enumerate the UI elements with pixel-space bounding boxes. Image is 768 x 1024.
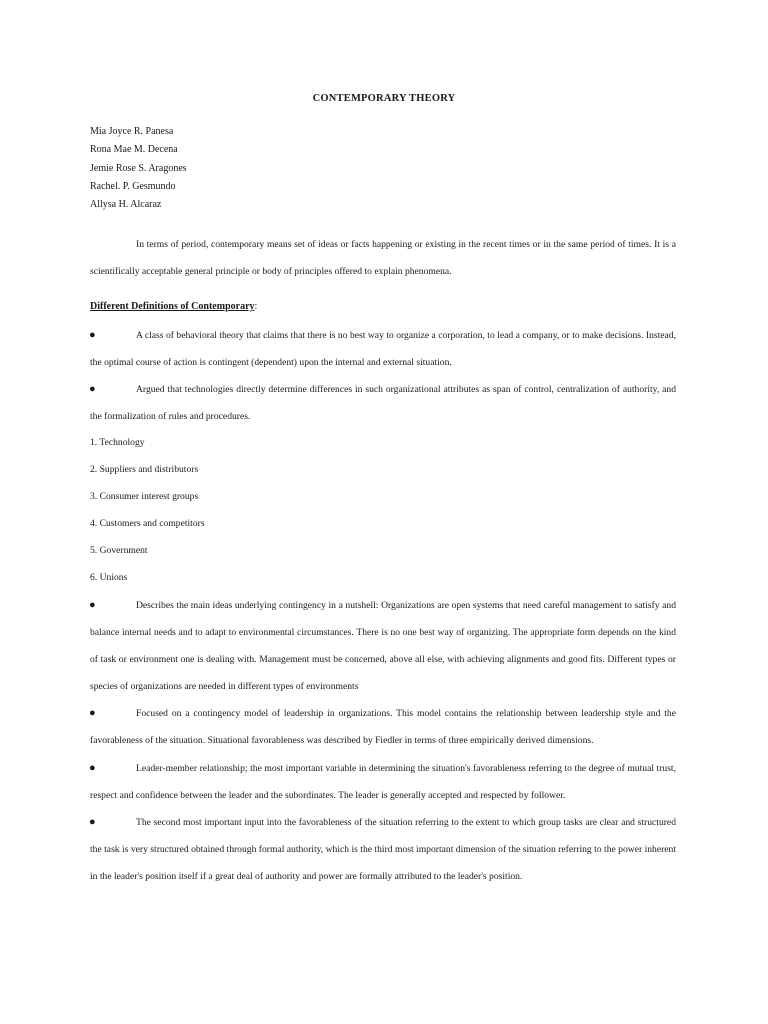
bullet-icon: ● [89, 816, 96, 828]
bullet-text: Describes the main ideas underlying contingency in a nutshell: Organizations are open systems that need careful management to satisfy and balance internal needs and to adapt to environmental circumstances. There is no one best way of organizing. The appropriate form depends on the kind of task or environment one is dealing with. Management must be concerned, above all else, with achieving alignments and good fits. Different types or species of organizations are needed in different types of environments [90, 600, 676, 692]
bullet-icon: ● [89, 707, 96, 719]
author-list [90, 123, 187, 214]
definitions-heading [90, 293, 257, 320]
document-title: CONTEMPORARY THEORY [312, 93, 456, 104]
bullet-item [90, 322, 676, 376]
author-name: Rachel. P. Gesmundo [90, 180, 176, 192]
bullet-item [90, 700, 676, 754]
bullet-text: Argued that technologies directly determine differences in such organizational attributes as span of control, centralization of authority, and the formalization of rules and procedures. [90, 384, 676, 422]
bullet-text: A class of behavioral theory that claims that there is no best way to organize a corporation, to lead a company, or to make decisions. Instead, the optimal course of action is contingent (dependent) upon the internal and external situation. [90, 330, 676, 368]
bullet-item [90, 592, 676, 700]
bullet-text: Focused on a contingency model of leadership in organizations. This model contains the relationship between leadership style and the favorableness of the situation. Situational favorableness was described by Fiedler in terms of three empirically derived dimensions. [90, 708, 676, 746]
definitions-heading-colon: : [254, 301, 258, 312]
bullet-text: The second most important input into the favorableness of the situation referring to the extent to which group tasks are clear and structured the task is very structured obtained through formal authority, which is the third most important dimension of the situation referring to the power inherent in the leader's position itself if a great deal of authority and power are formally attributed to the leader's position. [90, 817, 676, 882]
bullet-icon: ● [89, 383, 96, 395]
list-item: 1. Technology [90, 437, 145, 448]
list-item: 5. Government [90, 544, 148, 556]
list-item: 3. Consumer interest groups [90, 490, 199, 502]
author-name: Allysa H. Alcaraz [90, 199, 162, 211]
bullet-icon: ● [89, 599, 96, 611]
bullet-item [90, 755, 676, 809]
author-name: Jemie Rose S. Aragones [90, 162, 187, 174]
author-name: Mia Joyce R. Panesa [90, 126, 174, 137]
numbered-list [90, 430, 205, 591]
list-item: 6. Unions [90, 571, 128, 583]
author-name: Rona Mae M. Decena [90, 144, 178, 156]
list-item: 2. Suppliers and distributors [90, 463, 199, 475]
bullet-item [90, 376, 676, 430]
bullet-item [90, 809, 676, 890]
list-item: 4. Customers and competitors [90, 517, 205, 529]
bullet-text: Leader-member relationship; the most important variable in determining the situation's favorableness referring to the degree of mutual trust, respect and confidence between the leader and the subordinates. The leader is generally accepted and respected by follower. [90, 763, 676, 801]
definitions-heading-text: Different Definitions of Contemporary [90, 301, 255, 312]
intro-paragraph: In terms of period, contemporary means set of ideas or facts happening or existing in the recent times or in the same period of times. It is a scientifically acceptable general principle or body of principles offered to explain phenomena. [90, 239, 676, 277]
bullet-icon: ● [89, 329, 96, 341]
bullet-icon: ● [89, 762, 96, 774]
